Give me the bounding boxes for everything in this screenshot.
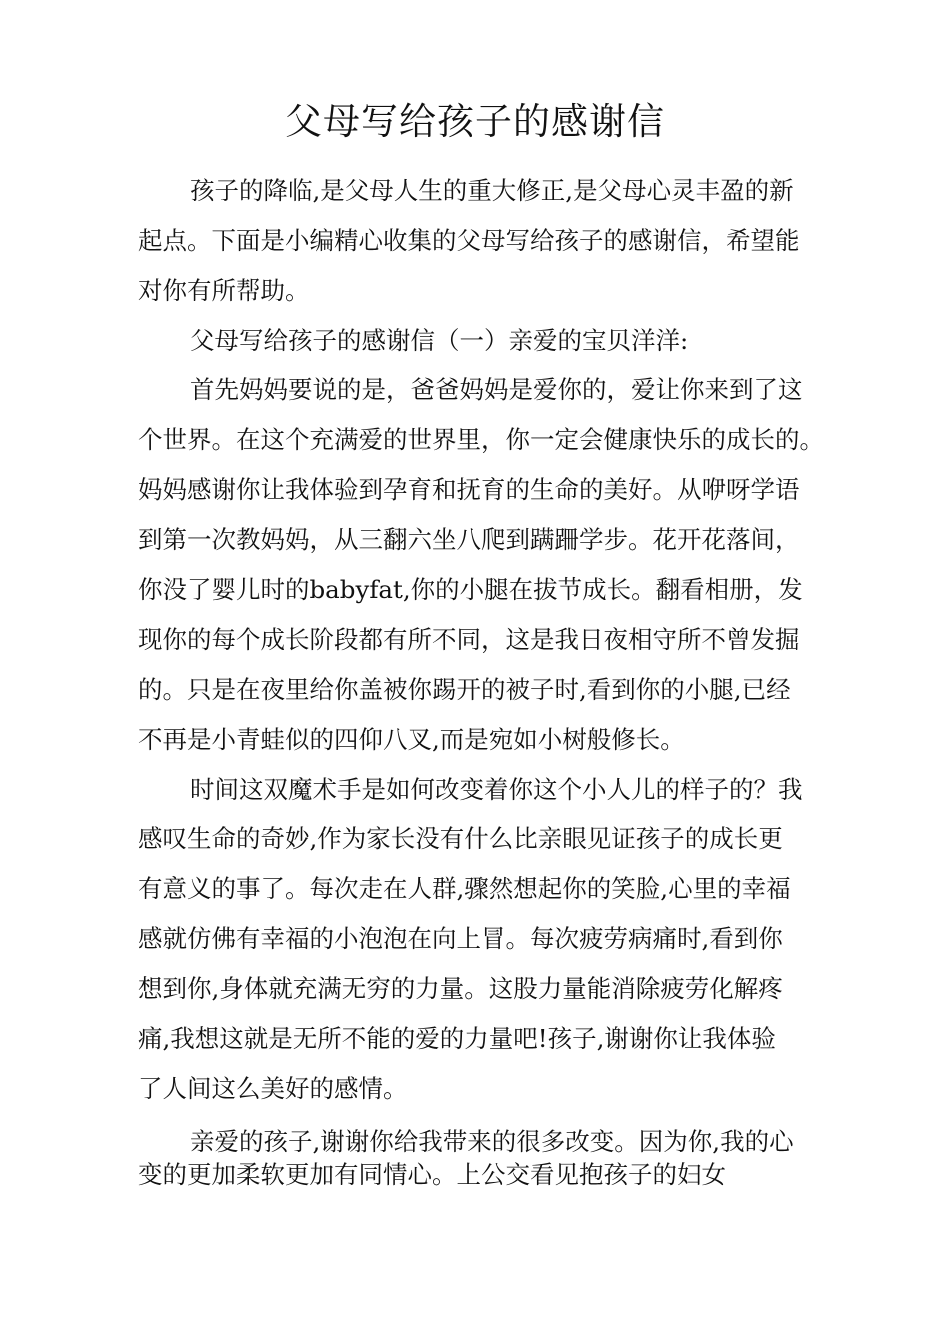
paragraph-line: 亲爱的孩子,谢谢你给我带来的很多改变。因为你,我的心 — [190, 1127, 794, 1156]
paragraph-line: 有意义的事了。每次走在人群,骤然想起你的笑脸,心里的幸福 — [138, 874, 791, 903]
paragraph-line: 孩子的降临,是父母人生的重大修正,是父母心灵丰盈的新 — [190, 176, 794, 205]
paragraph-line: 你没了婴儿时的babyfat,你的小腿在拔节成长。翻看相册，发 — [138, 575, 803, 604]
paragraph-line: 个世界。在这个充满爱的世界里，你一定会健康快乐的成长的。 — [138, 425, 824, 454]
paragraph-line: 的。只是在夜里给你盖被你踢开的被子时,看到你的小腿,已经 — [138, 675, 791, 704]
document-title: 父母写给孩子的感谢信 — [285, 100, 665, 143]
paragraph-line: 了人间这么美好的感情。 — [138, 1074, 408, 1103]
paragraph-line: 痛,我想这就是无所不能的爱的力量吧!孩子,谢谢你让我体验 — [138, 1024, 776, 1053]
paragraph-line: 想到你,身体就充满无穷的力量。这股力量能消除疲劳化解疼 — [138, 974, 783, 1003]
paragraph-line: 对你有所帮助。 — [138, 276, 310, 305]
paragraph-line: 起点。下面是小编精心收集的父母写给孩子的感谢信，希望能 — [138, 226, 800, 255]
paragraph-line: 感就仿佛有幸福的小泡泡在向上冒。每次疲劳病痛时,看到你 — [138, 924, 783, 953]
paragraph-line: 时间这双魔术手是如何改变着你这个小人儿的样子的？我 — [190, 775, 803, 804]
paragraph-line: 不再是小青蛙似的四仰八叉,而是宛如小树般修长。 — [138, 725, 685, 754]
paragraph-line: 首先妈妈要说的是，爸爸妈妈是爱你的，爱让你来到了这 — [190, 375, 803, 404]
paragraph-line: 感叹生命的奇妙,作为家长没有什么比亲眼见证孩子的成长更 — [138, 824, 783, 853]
paragraph-line: 到第一次教妈妈，从三翻六坐八爬到蹒跚学步。花开花落间， — [138, 525, 800, 554]
paragraph-line: 现你的每个成长阶段都有所不同，这是我日夜相守所不曾发掘 — [138, 625, 800, 654]
paragraph-line: 妈妈感谢你让我体验到孕育和抚育的生命的美好。从咿呀学语 — [138, 475, 800, 504]
paragraph-line: 变的更加柔软更加有同情心。上公交看见抱孩子的妇女 — [138, 1160, 726, 1189]
section-heading: 父母写给孩子的感谢信（一）亲爱的宝贝洋洋: — [190, 326, 689, 355]
